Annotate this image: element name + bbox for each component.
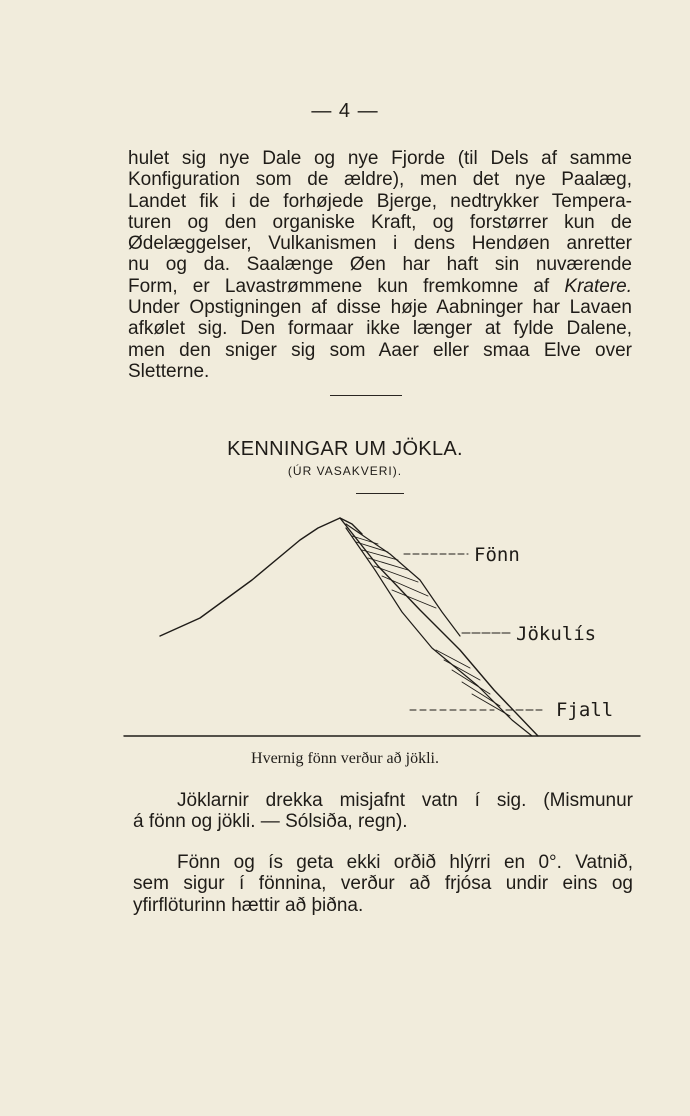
icelandic-paragraph-2 <box>133 852 633 916</box>
text-line-with-italic <box>128 276 632 297</box>
text-line: men den sniger sig som Aaer eller smaa Elve over <box>128 339 632 361</box>
icelandic-paragraph-1 <box>133 790 633 833</box>
text-line: Under Opstigningen af disse høje Aabninger har Lavaen <box>128 297 632 319</box>
page-number: — 4 — <box>311 100 379 122</box>
label-jokulis: Jökulís <box>516 623 597 645</box>
text-line: afkølet sig. Den formaar ikke længer at fylde Dalene, <box>128 318 632 340</box>
diagram-caption: Hvernig fönn verður að jökli. <box>251 750 439 767</box>
label-fjall: Fjall <box>556 699 614 721</box>
fonn-layer-line <box>346 524 460 636</box>
section-subtitle: (ÚR VASAKVERI). <box>287 464 403 478</box>
text-line: Sletterne. <box>128 360 210 382</box>
text-line: yfirflöturinn hættir að þiðna. <box>133 894 364 916</box>
label-fonn: Fönn <box>474 544 520 566</box>
italic-word: Kratere. <box>564 275 633 297</box>
text-line: Landet fik i de forhøjede Bjerge, nedtrykker Tempera- <box>128 190 632 212</box>
text-line: Ødelæggelser, Vulkanismen i dens Hendøen anretter <box>128 233 632 255</box>
text-line: turen og den organiske Kraft, og forstørrer kun de <box>128 211 632 233</box>
glacier-diagram <box>0 500 690 745</box>
section-title: KENNINGAR UM JÖKLA. <box>227 438 463 460</box>
text-line-prefix: Form, er Lavastrømmene kun fremkomne af <box>128 275 550 297</box>
text-line: Konfiguration som de ældre), men det nye Paalæg, <box>128 169 632 191</box>
text-line: Jöklarnir drekka misjafnt vatn í sig. (Mismunur <box>177 790 633 811</box>
section-divider <box>330 395 402 396</box>
text-line: á fönn og jökli. — Sólsiða, regn). <box>133 811 408 833</box>
text-line: sem sigur í fönnina, verður að frjósa undir eins og <box>133 873 633 895</box>
firn-hatching <box>352 536 436 608</box>
text-line: hulet sig nye Dale og nye Fjorde (til Dels af samme <box>128 148 632 169</box>
text-line: Fönn og ís geta ekki orðið hlýrri en 0°. Vatnið, <box>177 852 633 873</box>
text-line: nu og da. Saalænge Øen har haft sin nuværende <box>128 254 632 276</box>
mountain-left-slope <box>160 518 362 636</box>
title-underline <box>356 493 404 494</box>
danish-paragraph <box>128 148 632 382</box>
